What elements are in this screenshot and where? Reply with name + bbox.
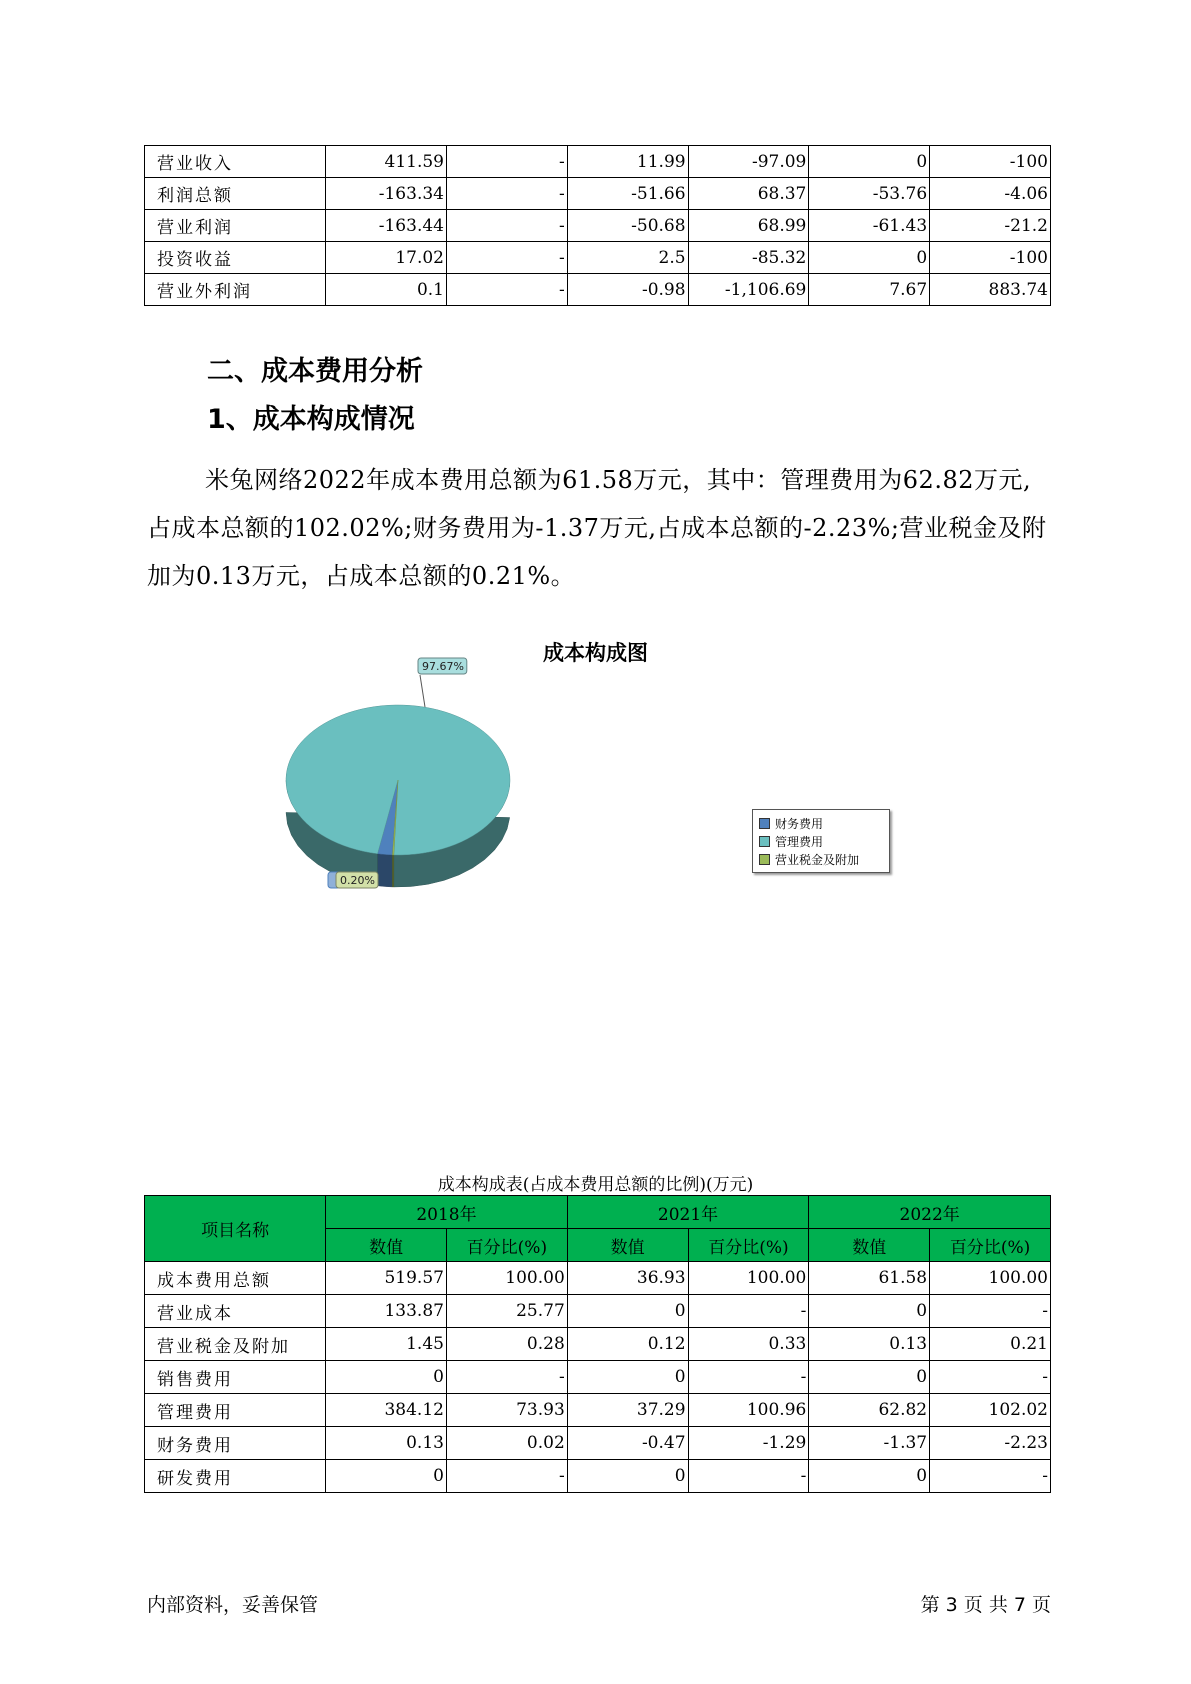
- table-cell: -: [446, 178, 567, 210]
- legend-item-management: [759, 832, 883, 850]
- row-label: 营业税金及附加: [145, 1328, 326, 1361]
- table-cell: 61.58: [809, 1262, 930, 1295]
- table-cell: 36.93: [567, 1262, 688, 1295]
- table-cell: 17.02: [326, 242, 447, 274]
- table-row: [145, 1394, 1051, 1427]
- chart-title: 成本构成图: [543, 641, 648, 665]
- table-cell: -: [930, 1361, 1051, 1394]
- header-percent: 百分比(%): [446, 1229, 567, 1262]
- table-cell: 0: [809, 242, 930, 274]
- table-row: [145, 1460, 1051, 1493]
- table-cell: 0: [809, 1361, 930, 1394]
- row-label: 营业成本: [145, 1295, 326, 1328]
- table-cell: -163.44: [326, 210, 447, 242]
- table-cell: 0.28: [446, 1328, 567, 1361]
- row-label: 利润总额: [145, 178, 326, 210]
- cost-structure-table: [144, 1195, 1051, 1493]
- row-label: 销售费用: [145, 1361, 326, 1394]
- table-cell: 0: [809, 1460, 930, 1493]
- legend-swatch: [759, 854, 770, 865]
- table-cell: 0: [567, 1361, 688, 1394]
- table-cell: 0: [809, 146, 930, 178]
- data-label: 97.67%: [422, 660, 464, 673]
- table-cell: 73.93: [446, 1394, 567, 1427]
- table-cell: 0.02: [446, 1427, 567, 1460]
- table-row: [145, 1427, 1051, 1460]
- table-cell: -21.2: [930, 210, 1051, 242]
- table-cell: 0: [809, 1295, 930, 1328]
- table-cell: 100.00: [446, 1262, 567, 1295]
- table-row: [145, 274, 1051, 306]
- cost-summary-paragraph: 米兔网络2022年成本费用总额为61.58万元，其中：管理费用为62.82万元,占成本总额的102.02%;财务费用为-1.37万元,占成本总额的-2.23%;营业税金及附加为0.13万元，占成本总额的0.21%。: [147, 466, 1047, 590]
- data-label: 0.20%: [340, 874, 375, 887]
- table-cell: 102.02: [930, 1394, 1051, 1427]
- row-label: 管理费用: [145, 1394, 326, 1427]
- table-cell: 411.59: [326, 146, 447, 178]
- legend-label: 管理费用: [775, 834, 824, 849]
- chart-legend: [752, 809, 890, 873]
- table-cell: 133.87: [326, 1295, 447, 1328]
- table-row: [145, 210, 1051, 242]
- table-cell: -: [446, 146, 567, 178]
- table-cell: -50.68: [567, 210, 688, 242]
- table-cell: -1.29: [688, 1427, 809, 1460]
- header-value: 数值: [567, 1229, 688, 1262]
- table-cell: 37.29: [567, 1394, 688, 1427]
- cost-pie-chart: [280, 660, 700, 960]
- table-cell: -2.23: [930, 1427, 1051, 1460]
- header-value: 数值: [326, 1229, 447, 1262]
- table-cell: 0.33: [688, 1328, 809, 1361]
- header-value: 数值: [809, 1229, 930, 1262]
- table-cell: 0: [326, 1361, 447, 1394]
- row-label: 财务费用: [145, 1427, 326, 1460]
- table-cell: -1,106.69: [688, 274, 809, 306]
- table-cell: 0: [326, 1460, 447, 1493]
- table-cell: 100.96: [688, 1394, 809, 1427]
- header-year: 2022年: [809, 1196, 1051, 1229]
- header-item-name: 项目名称: [145, 1196, 326, 1262]
- table-cell: 62.82: [809, 1394, 930, 1427]
- table-cell: 0.21: [930, 1328, 1051, 1361]
- table-caption: 成本构成表(占成本费用总额的比例)(万元): [437, 1175, 754, 1195]
- table-cell: -: [688, 1361, 809, 1394]
- label-leader-line: [420, 675, 425, 707]
- legend-swatch: [759, 818, 770, 829]
- table-cell: -: [688, 1295, 809, 1328]
- table-cell: -85.32: [688, 242, 809, 274]
- table-cell: 2.5: [567, 242, 688, 274]
- table-cell: -: [446, 242, 567, 274]
- table-cell: 100.00: [688, 1262, 809, 1295]
- table-cell: 68.99: [688, 210, 809, 242]
- table-cell: -: [446, 210, 567, 242]
- footer-page-number: 第 3 页 共 7 页: [920, 1594, 1051, 1616]
- pie-slice-side: [392, 855, 393, 887]
- table-cell: -61.43: [809, 210, 930, 242]
- table-cell: 384.12: [326, 1394, 447, 1427]
- row-label: 成本费用总额: [145, 1262, 326, 1295]
- table-cell: 11.99: [567, 146, 688, 178]
- table-cell: -100: [930, 146, 1051, 178]
- table-cell: 68.37: [688, 178, 809, 210]
- footer-confidential: 内部资料，妥善保管: [147, 1594, 319, 1616]
- table-cell: 0.1: [326, 274, 447, 306]
- table-row: [145, 242, 1051, 274]
- table-cell: -: [688, 1460, 809, 1493]
- pie-slice-side: [378, 854, 393, 887]
- table-cell: 1.45: [326, 1328, 447, 1361]
- row-label: 营业外利润: [145, 274, 326, 306]
- table-cell: -53.76: [809, 178, 930, 210]
- table-cell: -0.98: [567, 274, 688, 306]
- table-row: [145, 1295, 1051, 1328]
- table-cell: -97.09: [688, 146, 809, 178]
- table-cell: -: [446, 1460, 567, 1493]
- table-cell: 0: [567, 1460, 688, 1493]
- table-cell: -: [930, 1295, 1051, 1328]
- table-row: [145, 146, 1051, 178]
- table-row: [145, 1361, 1051, 1394]
- row-label: 研发费用: [145, 1460, 326, 1493]
- table-cell: -: [930, 1460, 1051, 1493]
- financial-summary-table: [144, 145, 1051, 306]
- legend-label: 营业税金及附加: [775, 852, 860, 867]
- table-cell: -: [446, 274, 567, 306]
- table-cell: -4.06: [930, 178, 1051, 210]
- header-percent: 百分比(%): [930, 1229, 1051, 1262]
- row-label: 投资收益: [145, 242, 326, 274]
- header-year: 2021年: [567, 1196, 809, 1229]
- table-cell: -51.66: [567, 178, 688, 210]
- table-cell: -1.37: [809, 1427, 930, 1460]
- table-row: [145, 1328, 1051, 1361]
- row-label: 营业利润: [145, 210, 326, 242]
- header-percent: 百分比(%): [688, 1229, 809, 1262]
- section-heading: 二、成本费用分析: [207, 356, 423, 387]
- table-cell: 0: [567, 1295, 688, 1328]
- table-cell: 0.12: [567, 1328, 688, 1361]
- table-cell: 0.13: [809, 1328, 930, 1361]
- table-cell: -: [446, 1361, 567, 1394]
- legend-item-finance: [759, 814, 883, 832]
- legend-swatch: [759, 836, 770, 847]
- table-cell: 883.74: [930, 274, 1051, 306]
- table-cell: -163.34: [326, 178, 447, 210]
- table-row: [145, 178, 1051, 210]
- row-label: 营业收入: [145, 146, 326, 178]
- table-cell: 0.13: [326, 1427, 447, 1460]
- table-cell: 7.67: [809, 274, 930, 306]
- table-row: [145, 1262, 1051, 1295]
- header-year: 2018年: [326, 1196, 568, 1229]
- table-cell: 519.57: [326, 1262, 447, 1295]
- table-cell: 100.00: [930, 1262, 1051, 1295]
- table-cell: 25.77: [446, 1295, 567, 1328]
- table-cell: -0.47: [567, 1427, 688, 1460]
- legend-label: 财务费用: [775, 816, 824, 831]
- legend-item-tax: [759, 850, 883, 868]
- sub-heading: 1、成本构成情况: [207, 404, 415, 435]
- table-cell: -100: [930, 242, 1051, 274]
